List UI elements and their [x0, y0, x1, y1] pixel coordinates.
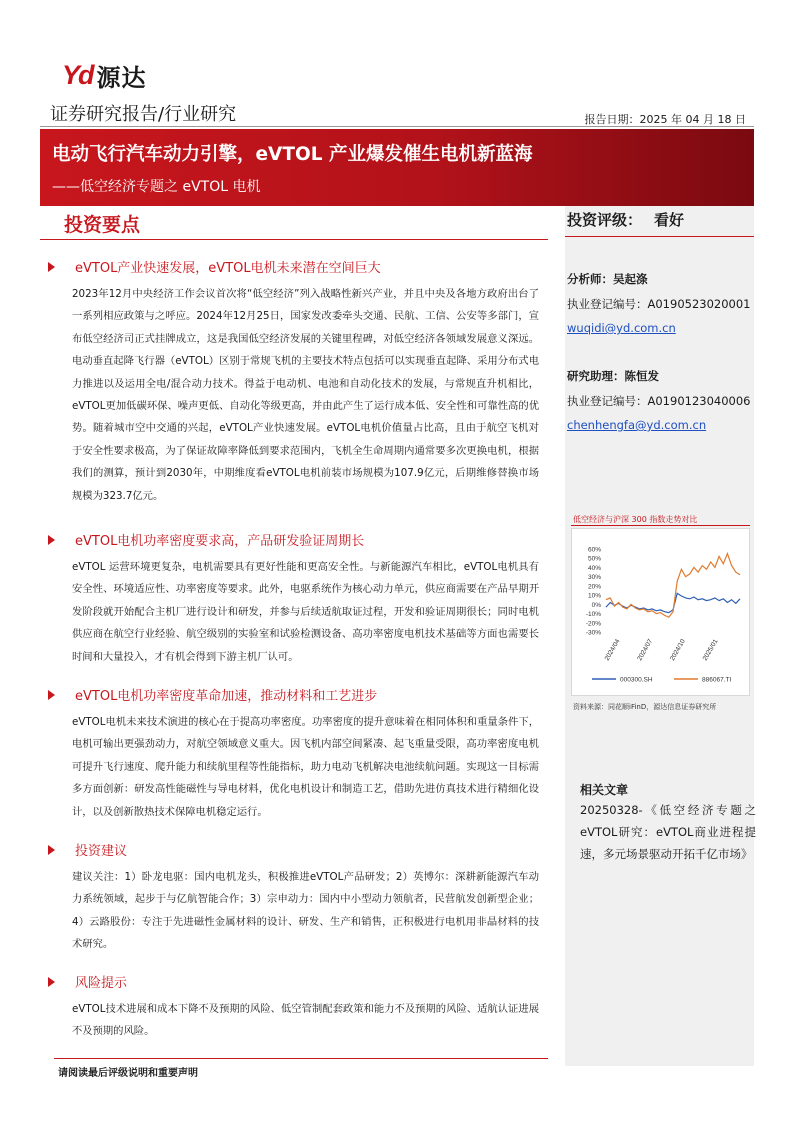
y-tick-label: -30%: [585, 629, 601, 637]
rating-value: 看好: [654, 211, 685, 229]
y-tick-label: 60%: [587, 546, 601, 554]
bullet-arrow-icon: [48, 690, 55, 700]
section-title-4: [48, 840, 127, 859]
analyst-name: 分析师：吴起涤: [567, 272, 648, 286]
report-subtitle: ——低空经济专题之 eVTOL 电机: [52, 179, 261, 195]
section-body-5: eVTOL技术进展和成本下降不及预期的风险、低空管制配套政策和能力不及预期的风险、适航认证进展不及预期的风险。: [72, 1003, 539, 1038]
x-tick-label: 2025/01: [701, 638, 720, 662]
section-body-4: 建议关注：1）卧龙电驱：国内电机龙头，积极推进eVTOL产品研发；2）英博尔：深耕新能源汽车动力系统领域，起步于与亿航智能合作；3）宗申动力：国内中小型动力领航者，民营航发创新型企业；4）云路股份：专注于先进磁性金属材料的设计、研发、生产和销售，正积极进行电机用非晶材料的技术研究。: [72, 871, 539, 951]
disclaimer-note: 请阅读最后评级说明和重要声明: [58, 1068, 198, 1079]
rating-divider: [565, 236, 754, 237]
index-comparison-chart: [571, 528, 750, 696]
y-tick-label: 20%: [587, 583, 601, 591]
section-title-text: eVTOL电机功率密度革命加速，推动材料和工艺进步: [75, 689, 378, 704]
section-body-3: eVTOL电机未来技术演进的核心在于提高功率密度。功率密度的提升意味着在相同体积和重量条件下，电机可输出更强劲动力，对航空领域意义重大。因飞机内部空间紧凑、起飞重量受限，高功率密度电机可提升飞行速度、爬升能力和续航里程等性能指标，助力电动飞机解决电池续航问题。实现这一目标需多方面创新：研发高性能磁性与导电材料，优化电机设计和制造工艺，借助先进仿真技术进行精细化设计，以及创新散热技术保障电机稳定运行。: [72, 716, 539, 818]
report-type: 证券研究报告/行业研究: [50, 104, 237, 125]
y-tick-label: 0%: [591, 601, 601, 609]
bullet-arrow-icon: [48, 535, 55, 545]
x-tick-label: 2024/10: [669, 638, 687, 662]
section-title-text: 风险提示: [75, 976, 128, 991]
y-tick-label: 50%: [587, 555, 601, 563]
analyst-email-link[interactable]: wuqidi@yd.com.cn: [567, 321, 676, 335]
analyst-license: 执业登记编号：A0190523020001: [567, 296, 751, 311]
footer-divider: [54, 1058, 548, 1059]
chart-source: 资料来源：同花顺iFinD，源达信息证券研究所: [573, 703, 717, 711]
legend-label: 000300.SH: [620, 676, 653, 684]
report-date: 报告日期：2025 年 04 月 18 日: [584, 113, 746, 126]
y-tick-label: 40%: [587, 564, 601, 572]
related-article-link[interactable]: 20250328-《低空经济专题之eVTOL研究：eVTOL商业进程提速，多元场景驱动开拓千亿市场》: [580, 803, 756, 861]
assistant-license: 执业登记编号：A0190123040006: [567, 393, 751, 408]
bullet-arrow-icon: [48, 845, 55, 855]
chart-title-divider: [571, 525, 750, 526]
related-articles-title: 相关文章: [580, 783, 629, 797]
bullet-arrow-icon: [48, 977, 55, 987]
report-title: 电动飞行汽车动力引擎，eVTOL 产业爆发催生电机新蓝海: [52, 144, 533, 165]
investment-highlights-heading: 投资要点: [64, 214, 141, 236]
section-title-text: 投资建议: [75, 844, 128, 859]
y-tick-label: -20%: [585, 620, 601, 628]
y-tick-label: 30%: [587, 574, 601, 582]
assistant-info: [567, 364, 750, 438]
section-title-5: [48, 972, 127, 991]
assistant-email-link[interactable]: chenhengfa@yd.com.cn: [567, 418, 707, 432]
section-body-2: eVTOL 运营环境更复杂，电机需要具有更好性能和更高安全性。与新能源汽车相比，eVTOL电机具有安全性、环境适应性、功率密度等要求。此外，电驱系统作为核心动力单元，供应商需要在产品早期开发阶段就开始配合主机厂进行设计和研发，并参与后续适航取证过程，开发和验证周期很长；同时电机供应商在航空行业经验、航空级别的实验室和试验检测设备、高功率密度电机技术基础等方面也需要长时间和大量投入，才有机会得到下游主机厂认可。: [72, 561, 539, 663]
company-logo: [62, 58, 147, 93]
x-tick-label: 2024/07: [636, 638, 655, 662]
rating-label: 投资评级：: [567, 211, 643, 229]
logo-mark: Yd: [62, 60, 93, 90]
x-tick-label: 2024/04: [603, 638, 622, 662]
section-title-1: [48, 257, 381, 276]
analyst-info: [567, 267, 750, 341]
section-title-text: eVTOL产业快速发展，eVTOL电机未来潜在空间巨大: [75, 261, 381, 276]
section-title-3: [48, 685, 377, 704]
section-title-2: [48, 530, 364, 549]
heading-divider: [40, 239, 548, 240]
assistant-name: 研究助理：陈恒发: [567, 369, 659, 383]
header-divider: [40, 126, 754, 127]
bullet-arrow-icon: [48, 262, 55, 272]
legend-label: 886067.TI: [702, 676, 732, 684]
logo-text: 源达: [96, 64, 147, 92]
investment-rating: [567, 209, 684, 230]
section-title-text: eVTOL电机功率密度要求高，产品研发验证周期长: [75, 534, 365, 549]
y-tick-label: -10%: [585, 611, 601, 619]
chart-title: 低空经济与沪深 300 指数走势对比: [573, 515, 698, 524]
section-body-1: 2023年12月中央经济工作会议首次将“低空经济”列入战略性新兴产业，并且中央及各地方政府出台了一系列相应政策与之呼应。2024年12月25日，国家发改委牵头交通、民航、工信、公安等多部门，宣布低空经济司正式挂牌成立，这是我国低空经济发展的关键里程碑，对低空经济各领域发展意义深远。电动垂直起降飞行器（eVTOL）区别于常规飞机的主要技术特点包括可以实现垂直起降、采用分布式电力推进以及运用全电/混合动力技术。得益于电动机、电池和自动化技术的发展，与常规直升机相比，eVTOL更加低碳环保、噪声更低、自动化等级更高，并由此产生了运行成本低、安全性和可靠性高的优势。随着城市空中交通的兴起，eVTOL产业快速发展。eVTOL电机价值量占比高，且由于航空飞机对于安全性要求极高，为了保证故障率降低到要求范围内，飞机全生命周期内通常要多次更换电机，根据我们的测算，预计到2030年，中期维度看eVTOL电机前装市场规模为107.9亿元，后期维修替换市场规模为323.7亿元。: [72, 288, 539, 502]
y-tick-label: 10%: [587, 592, 601, 600]
chart-svg: [572, 529, 749, 695]
